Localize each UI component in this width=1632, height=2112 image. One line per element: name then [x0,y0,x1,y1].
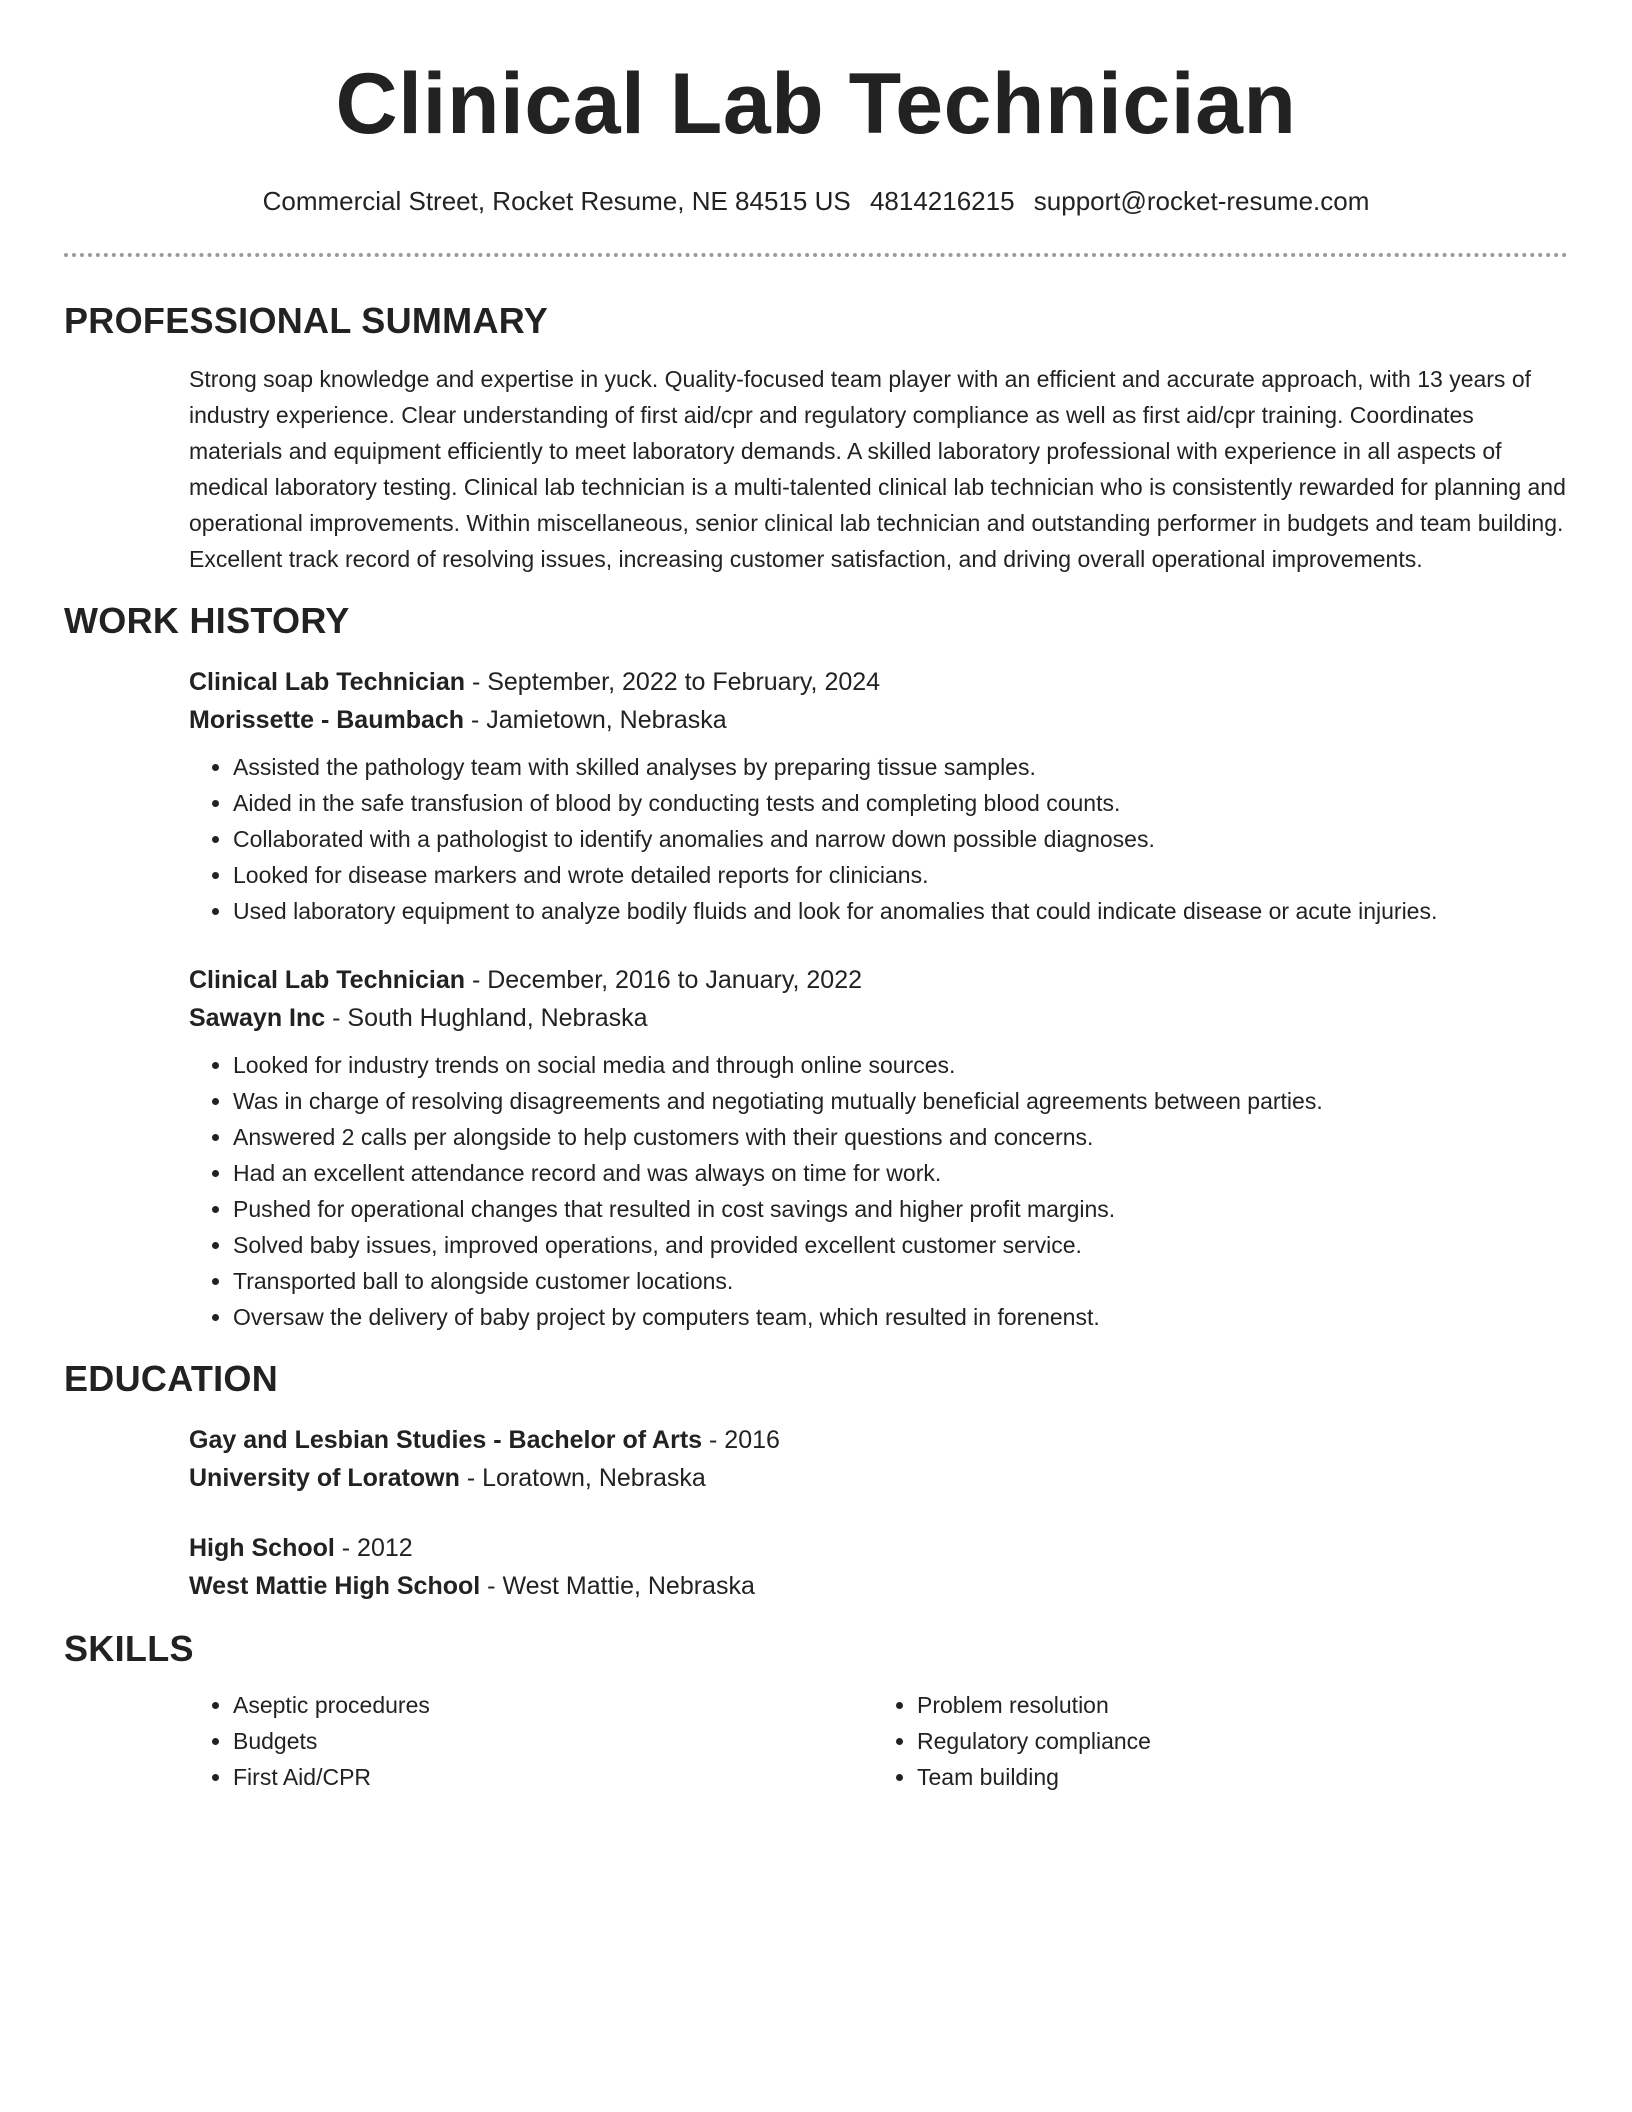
skills-section [189,1687,1568,1795]
education-school: University of Loratown [189,1464,460,1492]
job-location: - Jamietown, Nebraska [464,706,727,734]
skills-heading: SKILLS [64,1628,194,1669]
list-item: • Solved baby issues, improved operations, and provided excellent customer service. [233,1227,1568,1263]
list-item: • Had an excellent attendance record and was always on time for work. [233,1155,1568,1191]
education-degree-line [189,1529,1568,1567]
list-item: • Answered 2 calls per alongside to help customers with their questions and concerns. [233,1119,1568,1155]
list-item: • Was in charge of resolving disagreements and negotiating mutually beneficial agreements between parties. [233,1083,1568,1119]
education-school-line [189,1459,1568,1497]
education-degree: High School [189,1534,335,1562]
skill-item: • Problem resolution [917,1687,1557,1723]
job-entry [189,663,1568,929]
list-item: • Assisted the pathology team with skilled analyses by preparing tissue samples. [233,749,1568,785]
summary-heading: PROFESSIONAL SUMMARY [64,300,549,341]
job-entry [189,961,1568,1335]
education-heading: EDUCATION [64,1358,279,1399]
job-title-line [189,663,1568,701]
job-bullets [189,1047,1568,1335]
header-divider [64,253,1568,257]
skill-item: • Team building [917,1759,1557,1795]
job-company-line [189,999,1568,1037]
list-item: • Transported ball to alongside customer locations. [233,1263,1568,1299]
list-item: • Pushed for operational changes that resulted in cost savings and higher profit margins. [233,1191,1568,1227]
education-location: - Loratown, Nebraska [459,1464,706,1492]
job-role: Clinical Lab Technician [189,668,465,696]
education-year: - 2012 [334,1534,413,1562]
education-location: - West Mattie, Nebraska [480,1572,755,1600]
skill-item: • Regulatory compliance [917,1723,1557,1759]
job-bullets [189,749,1568,929]
summary-text: Strong soap knowledge and expertise in yuck. Quality-focused team player with an efficient and accurate approach, with 13 years of industry experience. Clear understanding of first aid/cpr and regulatory compliance as well as first aid/cpr training. Coordinates materials and equipment efficiently to meet laboratory demands. A skilled laboratory professional with experience in all aspects of medical laboratory testing. Clinical lab technician is a multi-talented clinical lab technician who is consistently rewarded for planning and operational improvements. Within miscellaneous, senior clinical lab technician and outstanding performer in budgets and team building. Excellent track record of resolving issues, increasing customer satisfaction, and driving overall operational improvements. [189,366,1566,572]
contact-address: Commercial Street, Rocket Resume, NE 84515 US [262,186,851,216]
job-location: - South Hughland, Nebraska [325,1004,648,1032]
work-history-heading: WORK HISTORY [64,600,350,641]
job-company: Morissette - Baumbach [189,706,465,734]
list-item: • Looked for industry trends on social media and through online sources. [233,1047,1568,1083]
contact-line [64,184,1568,218]
list-item: • Used laboratory equipment to analyze bodily fluids and look for anomalies that could indicate disease or acute injuries. [233,893,1568,929]
education-degree-line [189,1421,1568,1459]
education-entry [189,1421,1568,1497]
job-dates: - December, 2016 to January, 2022 [465,966,862,994]
skill-item: • Aseptic procedures [233,1687,873,1723]
summary-section [189,361,1568,577]
list-item: • Aided in the safe transfusion of blood by conducting tests and completing blood counts. [233,785,1568,821]
list-item: • Collaborated with a pathologist to identify anomalies and narrow down possible diagnoses. [233,821,1568,857]
job-role: Clinical Lab Technician [189,966,465,994]
list-item: • Oversaw the delivery of baby project by computers team, which resulted in forenenst. [233,1299,1568,1335]
education-degree: Gay and Lesbian Studies - Bachelor of Arts [189,1426,703,1454]
contact-phone: 4814216215 [869,186,1015,216]
contact-email: support@rocket-resume.com [1033,186,1370,216]
skills-column-right [873,1687,1557,1795]
education-school: West Mattie High School [189,1572,481,1600]
job-company-line [189,701,1568,739]
education-year: - 2016 [702,1426,780,1454]
education-entry [189,1529,1568,1605]
education-school-line [189,1567,1568,1605]
skill-item: • First Aid/CPR [233,1759,873,1795]
skills-column-left [189,1687,873,1795]
resume-name: Clinical Lab Technician [335,56,1297,152]
job-dates: - September, 2022 to February, 2024 [465,668,881,696]
job-company: Sawayn Inc [189,1004,326,1032]
skill-item: • Budgets [233,1723,873,1759]
list-item: • Looked for disease markers and wrote detailed reports for clinicians. [233,857,1568,893]
job-title-line [189,961,1568,999]
